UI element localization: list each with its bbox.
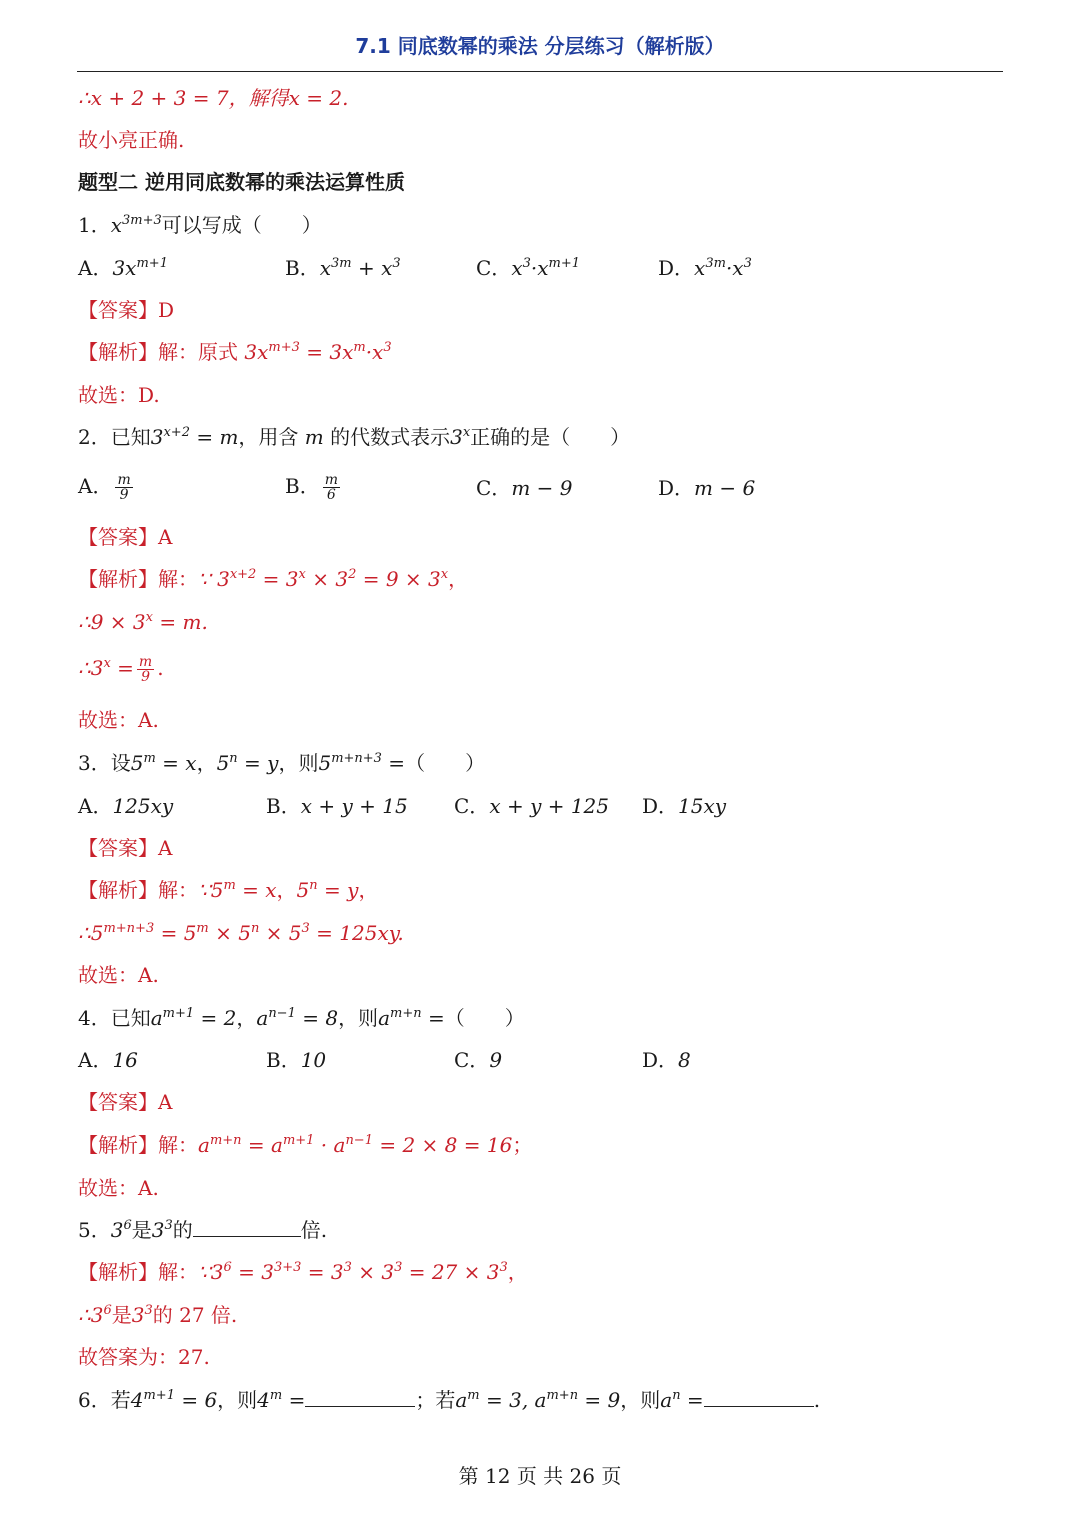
question-5: 5．$3^6$是$3^3$的 倍. (78, 1218, 328, 1242)
q4-option-d[interactable]: D．8 (642, 1048, 691, 1072)
answer-blank[interactable] (193, 1218, 301, 1237)
q4-option-c[interactable]: C．9 (454, 1048, 503, 1072)
explanation-1: 【解析】解：原式 $3x^{m+3} = 3x^m\cdot x^3$ (78, 340, 392, 364)
choice-4: 故选：A. (78, 1176, 159, 1200)
solution-conclusion: 故小亮正确. (78, 128, 185, 152)
question-2: 2．已知$3^{x+2} = m$，用含 m 的代数式表示3$^x$正确的是（ ） (78, 425, 631, 449)
answer-3: 【答案】A (78, 836, 173, 860)
explanation-5-conclusion: $\therefore 3^6$是$3^3$的 27 倍. (78, 1303, 238, 1327)
answer-4: 【答案】A (78, 1090, 173, 1114)
explanation-2-step: ∴9 × $3^x = m$. (78, 610, 208, 634)
section-heading: 题型二 逆用同底数幂的乘法运算性质 (78, 170, 405, 194)
q3-option-b[interactable]: B．x + y + 15 (266, 794, 408, 818)
answer-5: 故答案为：27. (78, 1345, 210, 1369)
q4-option-a[interactable]: A．16 (78, 1048, 138, 1072)
solution-text: ∴x + 2 + 3 = 7，解得x = 2. (78, 86, 349, 110)
q3-option-a[interactable]: A．125xy (78, 794, 174, 818)
explanation-2: 【解析】解：∵ $3^{x+2} = 3^x \times 3^2 = 9 \times 3^x$， (78, 567, 469, 591)
explanation-4: 【解析】解：$a^{m+n} = a^{m+1} \cdot a^{n-1} = 2 \times 8 = 16$； (78, 1133, 533, 1157)
q3-option-d[interactable]: D．15xy (642, 794, 727, 818)
answer-blank[interactable] (305, 1388, 415, 1407)
page-header-title: 7.1 同底数幂的乘法 分层练习（解析版） (355, 34, 725, 58)
q1-option-a[interactable]: A．$3x^{m+1}$ (78, 256, 168, 280)
q2-option-a[interactable]: A． $\frac{m}{9}$ (78, 472, 131, 503)
choice-2: 故选：A. (78, 708, 159, 732)
q2-option-c[interactable]: C．m − 9 (476, 476, 573, 500)
q1-option-b[interactable]: B．$x^{3m} + x^3$ (285, 256, 401, 280)
question-text: 可以写成（ ） (161, 213, 322, 237)
q1-option-d[interactable]: D．$x^{3m}\cdot x^3$ (658, 256, 752, 280)
answer-1: 【答案】D (78, 298, 175, 322)
question-6: 6．若$4^{m+1} = 6$，则$4^m$ = ；若$a^m = 3$, $a^{m+n} = 9$，则$a^n$ = . (78, 1388, 821, 1412)
q2-option-b[interactable]: B． $\frac{m}{6}$ (285, 472, 338, 503)
question-1: 1．$x^{3m+3}$可以写成（ ） (78, 213, 322, 237)
header-divider (77, 71, 1003, 72)
explanation-2-result: $\therefore 3^x$ = $\frac{m}{9}$ . (78, 654, 164, 685)
explanation-3-step: $\therefore 5^{m+n+3} = 5^m \times 5^n \times 5^3 = 125xy$. (78, 921, 404, 945)
q3-option-c[interactable]: C．x + y + 125 (454, 794, 610, 818)
answer-2: 【答案】A (78, 525, 173, 549)
choice-3: 故选：A. (78, 963, 159, 987)
question-number: 1． (78, 213, 111, 237)
page-footer: 第 12 页 共 26 页 (458, 1464, 622, 1488)
solution-line (78, 84, 348, 112)
explanation-5: 【解析】解：$\because 3^6 = 3^{3+3} = 3^3 \times 3^3 = 27 \times 3^3$， (78, 1260, 528, 1284)
choice-1: 故选：D. (78, 383, 160, 407)
q4-option-b[interactable]: B．10 (266, 1048, 327, 1072)
q2-option-d[interactable]: D．m − 6 (658, 476, 756, 500)
q1-option-c[interactable]: C．$x^3\cdot x^{m+1}$ (476, 256, 581, 280)
answer-blank[interactable] (704, 1388, 814, 1407)
question-3: 3．设$5^m = x$，$5^n = y$，则$5^{m+n+3}$ =（ ） (78, 751, 486, 775)
explanation-3: 【解析】解：$\because 5^m = x$，$5^n = y$， (78, 878, 379, 902)
question-4: 4．已知$a^{m+1} = 2$，$a^{n-1} = 8$，则$a^{m+n}$ =（ ） (78, 1006, 525, 1030)
